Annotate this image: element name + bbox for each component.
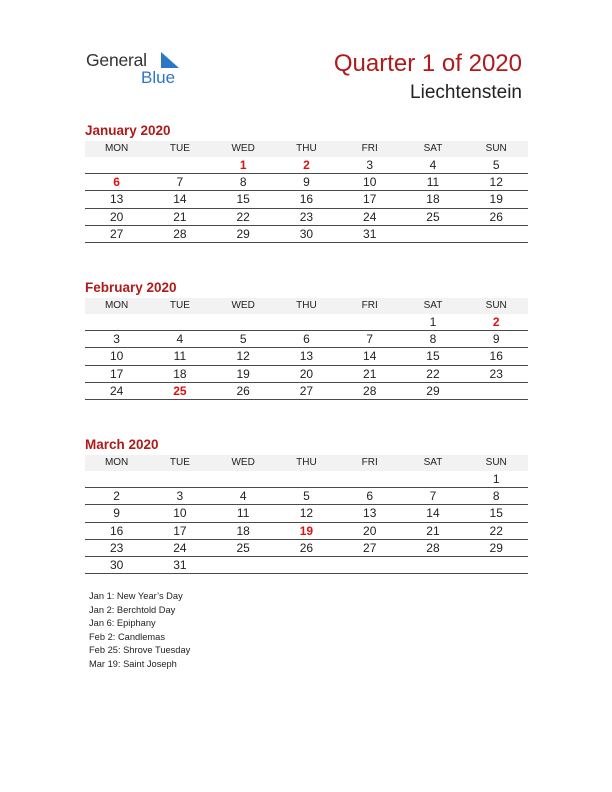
holiday-day-cell: 25 <box>173 383 187 398</box>
holiday-item: Feb 25: Shrove Tuesday <box>89 645 191 655</box>
week-row <box>85 226 528 243</box>
day-cell: 22 <box>236 209 250 224</box>
weekday-header: SUN <box>485 143 507 154</box>
weekday-header: SAT <box>423 143 443 154</box>
week-row <box>85 505 528 522</box>
day-cell: 20 <box>299 366 314 381</box>
day-cell <box>212 557 275 573</box>
day-cell <box>465 383 528 399</box>
day-cell: 14 <box>426 506 440 521</box>
week-row <box>85 348 528 365</box>
weekday-header: MON <box>104 143 129 154</box>
day-cell: 3 <box>113 332 120 347</box>
day-cell: 24 <box>363 209 377 224</box>
holiday-item: Feb 2: Candlemas <box>89 631 165 642</box>
day-cell: 15 <box>489 506 503 521</box>
weekday-header: WED <box>231 300 255 311</box>
weekday-header: FRI <box>361 143 378 154</box>
day-cell: 8 <box>492 489 500 504</box>
day-cell <box>401 471 464 487</box>
day-cell: 18 <box>426 192 440 207</box>
day-cell <box>275 314 338 330</box>
holiday-item: Jan 6: Epiphany <box>89 618 156 628</box>
weekday-header-row <box>85 298 528 314</box>
holiday-day-cell: 2 <box>303 158 310 172</box>
weekday-header: SAT <box>423 300 443 311</box>
week-row <box>85 366 528 383</box>
day-cell: 13 <box>299 349 314 364</box>
day-cell: 31 <box>363 226 377 241</box>
day-cell: 21 <box>426 523 440 538</box>
day-cell: 22 <box>489 523 503 538</box>
day-cell <box>338 471 401 487</box>
day-cell: 17 <box>363 192 377 207</box>
day-cell <box>465 557 528 573</box>
day-cell <box>401 557 464 573</box>
day-cell: 16 <box>299 192 314 207</box>
day-cell: 17 <box>109 366 124 381</box>
logo <box>86 50 196 90</box>
day-cell: 26 <box>236 383 250 398</box>
week-row <box>85 331 528 348</box>
day-cell: 23 <box>489 366 503 381</box>
day-cell: 10 <box>109 349 124 364</box>
day-cell: 10 <box>173 506 187 521</box>
day-cell: 26 <box>489 209 503 224</box>
holiday-day-cell: 19 <box>299 523 314 538</box>
day-cell <box>148 314 211 330</box>
day-cell: 6 <box>366 489 374 504</box>
day-cell: 30 <box>109 557 124 572</box>
day-cell: 28 <box>426 540 440 555</box>
month-title: March 2020 <box>85 437 159 452</box>
week-row <box>85 471 528 488</box>
month-february <box>85 279 528 400</box>
day-cell: 8 <box>239 175 247 190</box>
day-cell: 5 <box>492 158 500 172</box>
weekday-header: THU <box>296 143 317 154</box>
day-cell: 16 <box>489 349 503 364</box>
day-cell: 19 <box>236 366 250 381</box>
weekday-header: WED <box>231 457 255 468</box>
week-row <box>85 314 528 331</box>
day-cell: 27 <box>299 383 314 398</box>
day-cell: 20 <box>109 209 124 224</box>
day-cell: 25 <box>236 540 250 555</box>
day-cell: 7 <box>366 332 374 347</box>
week-row <box>85 540 528 557</box>
day-cell: 11 <box>236 506 250 521</box>
weekday-header: SUN <box>485 300 507 311</box>
weekday-header: TUE <box>169 300 190 311</box>
weekday-header: WED <box>231 143 255 154</box>
day-cell: 5 <box>303 489 310 504</box>
day-cell <box>338 557 401 573</box>
weekday-header: MON <box>104 457 129 468</box>
day-cell: 4 <box>239 489 247 504</box>
day-cell <box>148 157 211 173</box>
day-cell: 9 <box>492 332 500 347</box>
weekday-header: THU <box>296 457 317 468</box>
logo-general-text: General <box>86 50 147 70</box>
day-cell: 29 <box>489 540 503 555</box>
logo-triangle-icon <box>161 52 179 68</box>
holiday-item: Jan 2: Berchtold Day <box>89 604 176 615</box>
holiday-list <box>89 590 190 671</box>
day-cell: 15 <box>236 192 250 207</box>
day-cell <box>85 471 148 487</box>
week-row <box>85 557 528 574</box>
day-cell: 11 <box>173 349 187 364</box>
weekday-header-row <box>85 141 528 157</box>
day-cell: 13 <box>363 506 377 521</box>
day-cell: 27 <box>109 226 124 241</box>
day-cell: 27 <box>363 540 377 555</box>
day-cell: 23 <box>109 540 124 555</box>
holiday-item: Jan 1: New Year’s Day <box>89 591 183 601</box>
day-cell <box>275 471 338 487</box>
holiday-day-cell: 6 <box>113 175 120 190</box>
day-cell: 26 <box>299 540 314 555</box>
weekday-header: TUE <box>169 143 190 154</box>
day-cell: 22 <box>426 366 440 381</box>
week-row <box>85 174 528 191</box>
day-cell: 14 <box>363 349 377 364</box>
holiday-day-cell: 2 <box>492 315 500 329</box>
day-cell <box>212 314 275 330</box>
day-cell: 1 <box>492 472 500 486</box>
day-cell: 28 <box>173 226 187 241</box>
day-cell: 31 <box>173 557 187 572</box>
day-cell: 19 <box>489 192 503 207</box>
day-cell: 12 <box>299 506 314 521</box>
day-cell: 12 <box>236 349 250 364</box>
week-row <box>85 191 528 208</box>
day-cell: 29 <box>236 226 250 241</box>
day-cell: 25 <box>426 209 440 224</box>
weekday-header: TUE <box>169 457 190 468</box>
day-cell <box>148 471 211 487</box>
country-name: Liechtenstein <box>410 82 522 103</box>
day-cell: 10 <box>363 175 377 190</box>
month-title: January 2020 <box>85 123 171 138</box>
month-january <box>85 122 528 243</box>
day-cell: 1 <box>429 315 437 329</box>
day-cell: 28 <box>363 383 377 398</box>
day-cell <box>212 471 275 487</box>
week-row <box>85 157 528 174</box>
week-row <box>85 209 528 226</box>
day-cell: 4 <box>429 158 437 172</box>
weekday-header: THU <box>296 300 317 311</box>
day-cell: 3 <box>176 489 184 504</box>
week-row <box>85 488 528 505</box>
day-cell: 15 <box>426 349 440 364</box>
day-cell: 3 <box>366 158 374 172</box>
day-cell <box>275 557 338 573</box>
day-cell: 16 <box>109 523 124 538</box>
day-cell: 5 <box>239 332 247 347</box>
day-cell: 24 <box>173 540 187 555</box>
day-cell: 24 <box>109 383 124 398</box>
day-cell: 13 <box>109 192 124 207</box>
day-cell <box>338 314 401 330</box>
day-cell: 7 <box>176 175 184 190</box>
weekday-header: SAT <box>423 457 443 468</box>
week-row <box>85 383 528 400</box>
day-cell: 18 <box>173 366 187 381</box>
logo-blue-text: Blue <box>141 68 176 87</box>
month-title: February 2020 <box>85 280 177 295</box>
day-cell <box>85 157 148 173</box>
week-row <box>85 523 528 540</box>
day-cell: 4 <box>176 332 184 347</box>
holiday-item: Mar 19: Saint Joseph <box>89 658 177 669</box>
day-cell: 20 <box>363 523 377 538</box>
day-cell: 11 <box>426 175 440 190</box>
day-cell <box>85 314 148 330</box>
day-cell: 9 <box>113 506 120 521</box>
weekday-header: SUN <box>485 457 507 468</box>
day-cell: 29 <box>426 383 440 398</box>
day-cell <box>401 226 464 242</box>
quarter-title: Quarter 1 of 2020 <box>333 50 522 77</box>
day-cell: 9 <box>303 175 310 190</box>
weekday-header: MON <box>104 300 129 311</box>
month-march <box>85 436 528 574</box>
day-cell: 6 <box>303 332 310 347</box>
day-cell: 7 <box>429 489 437 504</box>
day-cell: 2 <box>113 489 120 504</box>
weekday-header-row <box>85 455 528 471</box>
day-cell: 21 <box>363 366 377 381</box>
day-cell: 30 <box>299 226 314 241</box>
day-cell: 8 <box>429 332 437 347</box>
weekday-header: FRI <box>361 300 378 311</box>
day-cell: 21 <box>173 209 187 224</box>
day-cell: 18 <box>236 523 250 538</box>
day-cell: 12 <box>489 175 503 190</box>
weekday-header: FRI <box>361 457 378 468</box>
day-cell: 14 <box>173 192 187 207</box>
day-cell: 17 <box>173 523 187 538</box>
holiday-day-cell: 1 <box>239 158 247 172</box>
day-cell: 23 <box>299 209 314 224</box>
day-cell <box>465 226 528 242</box>
